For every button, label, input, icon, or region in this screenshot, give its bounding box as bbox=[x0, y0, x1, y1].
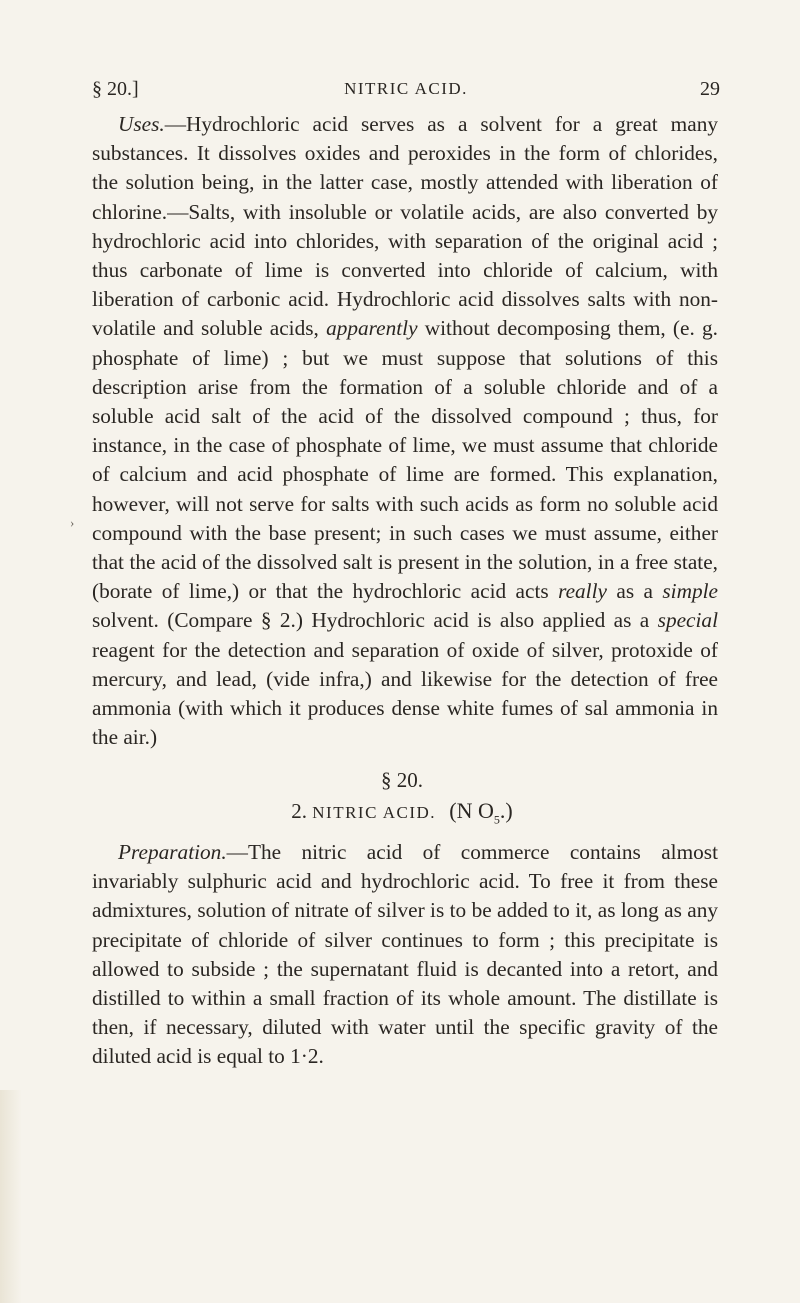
formula-subscript: 5 bbox=[493, 812, 500, 827]
section-heading bbox=[0, 798, 800, 827]
preparation-paragraph bbox=[92, 838, 718, 1072]
section-mark: § 20. bbox=[381, 768, 423, 792]
uses-paragraph bbox=[92, 110, 718, 752]
header-section-ref: § 20.] bbox=[92, 78, 139, 100]
formula-open: (N O bbox=[449, 798, 494, 823]
page-number: 29 bbox=[700, 78, 720, 100]
uses-label: Uses. bbox=[118, 112, 165, 136]
page-edge-stain bbox=[0, 1090, 22, 1303]
uses-text-2: without decomposing them, (e. g. phosphate of lime) ; but we must suppose that solutions of this description arise from the formation of a soluble chloride and of a soluble acid salt of the acid of the dissolved compound ; thus, for instance, in the case of phosphate of lime, we must assume that chloride of calcium and acid phosphate of lime are formed. This explanation, however, will not serve for salts with such acids as form no soluble acid compound with the base present; in such cases we must assume, either that the acid of the dissolved salt is present in the solution, in a free state, (borate of lime,) or that the hydrochloric acid acts bbox=[92, 316, 718, 604]
uses-text-5: reagent for the detection and separation of oxide of silver, protoxide of mercury, and lead, (vide infra,) and likewise for the detection of free ammonia (with which it produces dense white fumes of sal ammonia in the air.) bbox=[92, 637, 718, 750]
uses-text-3: as a bbox=[606, 579, 663, 604]
uses-em-special: special bbox=[657, 608, 718, 633]
uses-em-really: really bbox=[558, 579, 607, 604]
preparation-text: —The nitric acid of commerce contains almost invariably sulphuric acid and hydrochloric acid. To free it from these admixtures, solution of nitrate of silver is to be added to it, as long as any precipitate of chloride of silver continues to form ; this precipitate is allowed to subside ; the supernatant fluid is decanted into a retort, and distilled to within a small fraction of its whole amount. The distillate is then, if necessary, diluted with water until the specific gravity of the diluted acid is equal to 1·2. bbox=[92, 840, 718, 1069]
uses-em-simple: simple bbox=[662, 579, 718, 604]
uses-em-apparently: apparently bbox=[326, 316, 418, 341]
uses-text-1: —Hydrochloric acid serves as a solvent for a great many substances. It dissolves oxides and peroxides in the form of chlorides, the solution being, in the latter case, mostly attended with liberation of chlorine.—Salts, with insoluble or volatile acids, are also converted by hydrochloric acid into chlorides, with separation of the original acid ; thus carbonate of lime is converted into chloride of calcium, with liberation of carbonic acid. Hydrochloric acid dissolves salts with non-volatile and soluble acids, bbox=[92, 112, 718, 341]
section-number: 2. bbox=[291, 799, 308, 823]
margin-mark-icon: › bbox=[70, 515, 75, 530]
section-name: NITRIC ACID. bbox=[312, 803, 437, 822]
preparation-label: Preparation. bbox=[118, 840, 227, 864]
header-title: NITRIC ACID. bbox=[344, 79, 468, 98]
formula-close: .) bbox=[499, 798, 513, 823]
chemical-formula bbox=[449, 798, 513, 827]
running-head bbox=[92, 78, 720, 108]
uses-text-4: solvent. (Compare § 2.) Hydrochloric acid is also applied as a bbox=[92, 608, 658, 633]
